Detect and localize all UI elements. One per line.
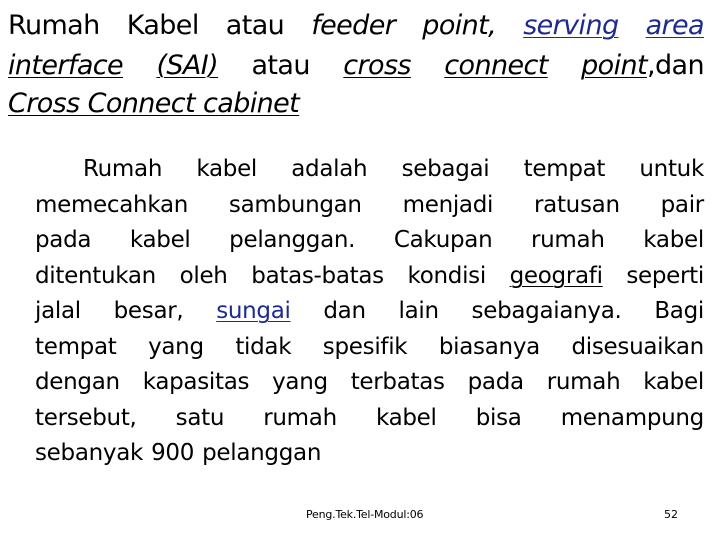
- body-word: memecahkan: [35, 191, 189, 218]
- body-word: kapasitas: [142, 369, 250, 395]
- body-word: 900: [151, 440, 195, 466]
- body-word: sebanyak: [35, 440, 144, 466]
- body-word: pelanggan.: [229, 227, 356, 253]
- title-word: Kabel: [126, 10, 199, 41]
- body-word: rumah: [546, 369, 621, 395]
- body-word: pelanggan: [202, 440, 322, 466]
- body-word: kabel: [196, 156, 258, 182]
- point-word: point: [581, 50, 647, 81]
- body-word: tempat: [523, 156, 606, 182]
- connect-text: connect: [444, 50, 548, 81]
- body-word: tempat: [35, 333, 117, 360]
- body-word: Cakupan: [393, 227, 493, 253]
- body-word: yang: [272, 369, 328, 395]
- title-word-italic: feeder: [311, 10, 396, 41]
- body-line-2: [35, 188, 704, 224]
- body-word: terbatas: [350, 369, 445, 395]
- body-word: jalal: [35, 298, 81, 324]
- body-line-3: [35, 223, 704, 259]
- body-word: yang: [148, 333, 204, 360]
- body-word: oleh: [179, 262, 228, 289]
- body-line-9: [35, 436, 704, 472]
- body-paragraph: [35, 152, 704, 472]
- body-line-4: [35, 259, 704, 295]
- body-word: adalah: [291, 156, 368, 182]
- title-word: Rumah: [8, 10, 100, 41]
- body-word: pada: [467, 369, 524, 395]
- geografi-link[interactable]: geografi: [509, 262, 603, 289]
- body-word: seperti: [626, 262, 704, 289]
- body-word: sebagai: [401, 156, 490, 182]
- body-line-7: [35, 365, 704, 401]
- title-word-italic: point,: [422, 10, 497, 41]
- serving-link[interactable]: serving: [523, 10, 619, 41]
- body-word: menampung: [560, 404, 704, 431]
- body-word: kabel: [375, 404, 437, 431]
- title-line-1: [8, 6, 704, 46]
- body-word: besar,: [113, 298, 184, 324]
- body-word: disesuaikan: [571, 333, 704, 360]
- body-word: ratusan: [534, 191, 620, 218]
- cross-connect-cabinet-text: Cross Connect cabinet: [8, 88, 300, 119]
- body-word: kabel: [643, 369, 704, 395]
- body-word: tersebut,: [35, 404, 137, 431]
- body-word: ditentukan: [35, 262, 156, 289]
- title-word: atau: [251, 50, 310, 81]
- body-word: Rumah: [83, 156, 163, 182]
- body-word: pada: [35, 227, 92, 253]
- body-word: dan: [323, 298, 366, 324]
- body-word: rumah: [263, 404, 337, 431]
- sai-text: (SAI): [156, 50, 219, 81]
- footer-module-label: Peng.Tek.Tel-Modul:06: [306, 508, 424, 521]
- area-link[interactable]: area: [645, 10, 704, 41]
- body-word: kondisi: [407, 262, 486, 289]
- body-line-6: [35, 330, 704, 366]
- title-line-3: [8, 84, 704, 124]
- body-word: dengan: [35, 369, 120, 395]
- body-word: satu: [175, 404, 225, 431]
- interface-text: interface: [8, 50, 124, 81]
- body-word: spesifik: [322, 333, 408, 360]
- body-word: batas-batas: [251, 262, 384, 289]
- body-word: sambungan: [228, 191, 362, 218]
- sungai-link[interactable]: sungai: [216, 298, 291, 324]
- body-line-5: [35, 294, 704, 330]
- body-word: kabel: [643, 227, 704, 253]
- body-word: pair: [660, 191, 704, 218]
- title-word: atau: [225, 10, 285, 41]
- body-word: Bagi: [654, 298, 704, 324]
- body-word: menjadi: [402, 191, 494, 218]
- title-line-2: [8, 46, 704, 86]
- page-number: 52: [664, 508, 678, 521]
- body-word: biasanya: [438, 333, 540, 360]
- body-line-8: [35, 401, 704, 437]
- body-word: bisa: [475, 404, 522, 431]
- body-word: lain: [398, 298, 439, 324]
- body-word: rumah: [531, 227, 605, 253]
- body-word: kabel: [129, 227, 191, 253]
- body-word: sebagaianya.: [471, 298, 622, 324]
- body-line-1: [35, 152, 704, 188]
- body-word: tidak: [235, 333, 292, 360]
- point-dan-text: point,dan: [581, 50, 704, 81]
- cross-text: cross: [343, 50, 411, 81]
- body-word: untuk: [639, 156, 704, 182]
